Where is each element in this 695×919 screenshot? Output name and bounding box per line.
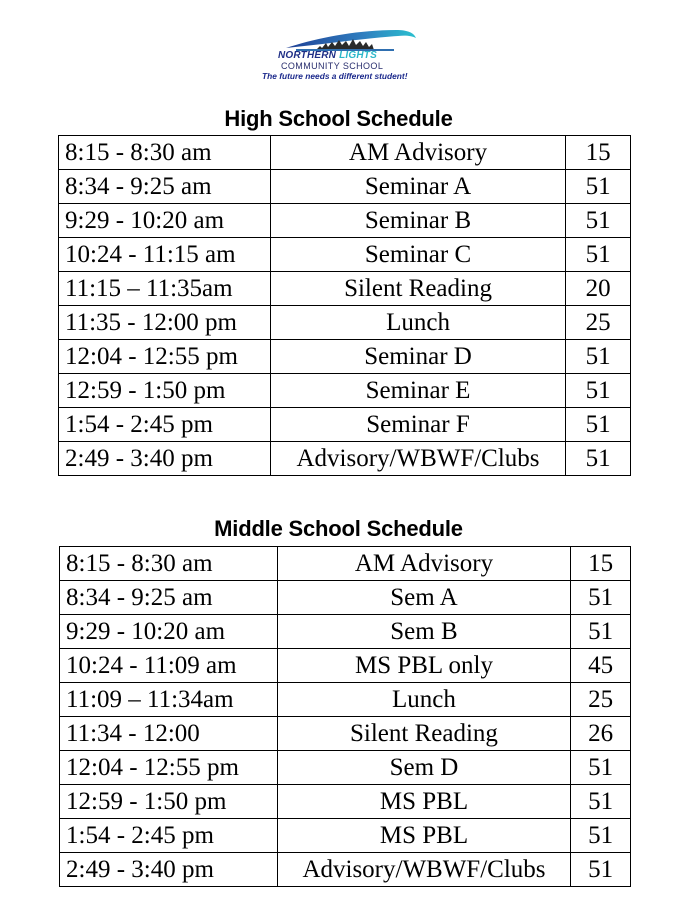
minutes-cell: 51: [566, 204, 631, 238]
logo-name-part2: LIGHTS: [339, 50, 377, 61]
period-cell: Seminar D: [270, 340, 566, 374]
schedule-row: [59, 136, 631, 170]
time-cell: 11:15 – 11:35am: [59, 272, 271, 306]
time-cell: 2:49 - 3:40 pm: [59, 442, 271, 476]
minutes-cell: 15: [566, 136, 631, 170]
period-cell: Silent Reading: [270, 272, 566, 306]
time-cell: 8:34 - 9:25 am: [59, 170, 271, 204]
time-cell: 2:49 - 3:40 pm: [60, 853, 278, 887]
minutes-cell: 45: [571, 649, 631, 683]
period-cell: Lunch: [277, 683, 571, 717]
period-cell: Seminar A: [270, 170, 566, 204]
middle-school-title: Middle School Schedule: [214, 516, 463, 541]
high-school-title: High School Schedule: [224, 106, 453, 131]
logo-subtitle: COMMUNITY SCHOOL: [281, 61, 384, 71]
time-cell: 11:34 - 12:00: [60, 717, 278, 751]
period-cell: Seminar B: [270, 204, 566, 238]
period-cell: MS PBL only: [277, 649, 571, 683]
schedule-row: [59, 306, 631, 340]
time-cell: 12:04 - 12:55 pm: [59, 340, 271, 374]
schedule-row: [60, 547, 631, 581]
schedule-row: [59, 374, 631, 408]
schedule-row: [60, 683, 631, 717]
schedule-row: [59, 204, 631, 238]
schedule-row: [59, 408, 631, 442]
schedule-row: [59, 340, 631, 374]
time-cell: 12:59 - 1:50 pm: [59, 374, 271, 408]
minutes-cell: 51: [566, 340, 631, 374]
period-cell: AM Advisory: [277, 547, 571, 581]
schedule-row: [59, 442, 631, 476]
minutes-cell: 51: [571, 615, 631, 649]
period-cell: Advisory/WBWF/Clubs: [277, 853, 571, 887]
minutes-cell: 51: [571, 581, 631, 615]
period-cell: Seminar F: [270, 408, 566, 442]
period-cell: Seminar E: [270, 374, 566, 408]
middle-school-schedule-table: [59, 546, 631, 887]
time-cell: 12:59 - 1:50 pm: [60, 785, 278, 819]
logo-name-part1: NORTHERN: [278, 50, 337, 61]
minutes-cell: 51: [571, 819, 631, 853]
minutes-cell: 51: [566, 238, 631, 272]
schedule-row: [59, 272, 631, 306]
minutes-cell: 25: [566, 306, 631, 340]
schedule-row: [59, 238, 631, 272]
minutes-cell: 20: [566, 272, 631, 306]
logo-tagline: The future needs a different student!: [262, 71, 408, 81]
school-logo: [256, 26, 426, 82]
period-cell: Sem B: [277, 615, 571, 649]
minutes-cell: 51: [571, 785, 631, 819]
period-cell: Seminar C: [270, 238, 566, 272]
minutes-cell: 51: [571, 751, 631, 785]
period-cell: Silent Reading: [277, 717, 571, 751]
minutes-cell: 51: [566, 408, 631, 442]
minutes-cell: 26: [571, 717, 631, 751]
period-cell: MS PBL: [277, 785, 571, 819]
time-cell: 1:54 - 2:45 pm: [60, 819, 278, 853]
high-school-schedule-table: [58, 135, 631, 476]
minutes-cell: 51: [566, 170, 631, 204]
time-cell: 9:29 - 10:20 am: [59, 204, 271, 238]
schedule-row: [60, 649, 631, 683]
time-cell: 8:34 - 9:25 am: [60, 581, 278, 615]
period-cell: Lunch: [270, 306, 566, 340]
period-cell: Advisory/WBWF/Clubs: [270, 442, 566, 476]
time-cell: 8:15 - 8:30 am: [59, 136, 271, 170]
period-cell: MS PBL: [277, 819, 571, 853]
time-cell: 11:35 - 12:00 pm: [59, 306, 271, 340]
time-cell: 8:15 - 8:30 am: [60, 547, 278, 581]
time-cell: 12:04 - 12:55 pm: [60, 751, 278, 785]
time-cell: 10:24 - 11:09 am: [60, 649, 278, 683]
time-cell: 11:09 – 11:34am: [60, 683, 278, 717]
schedule-row: [60, 615, 631, 649]
minutes-cell: 25: [571, 683, 631, 717]
period-cell: Sem A: [277, 581, 571, 615]
schedule-row: [60, 751, 631, 785]
minutes-cell: 51: [571, 853, 631, 887]
time-cell: 9:29 - 10:20 am: [60, 615, 278, 649]
schedule-row: [60, 717, 631, 751]
minutes-cell: 51: [566, 442, 631, 476]
schedule-row: [60, 819, 631, 853]
schedule-row: [60, 581, 631, 615]
period-cell: Sem D: [277, 751, 571, 785]
schedule-row: [60, 785, 631, 819]
schedule-row: [59, 170, 631, 204]
minutes-cell: 15: [571, 547, 631, 581]
period-cell: AM Advisory: [270, 136, 566, 170]
logo-name: [278, 51, 428, 61]
schedule-row: [60, 853, 631, 887]
time-cell: 10:24 - 11:15 am: [59, 238, 271, 272]
time-cell: 1:54 - 2:45 pm: [59, 408, 271, 442]
minutes-cell: 51: [566, 374, 631, 408]
